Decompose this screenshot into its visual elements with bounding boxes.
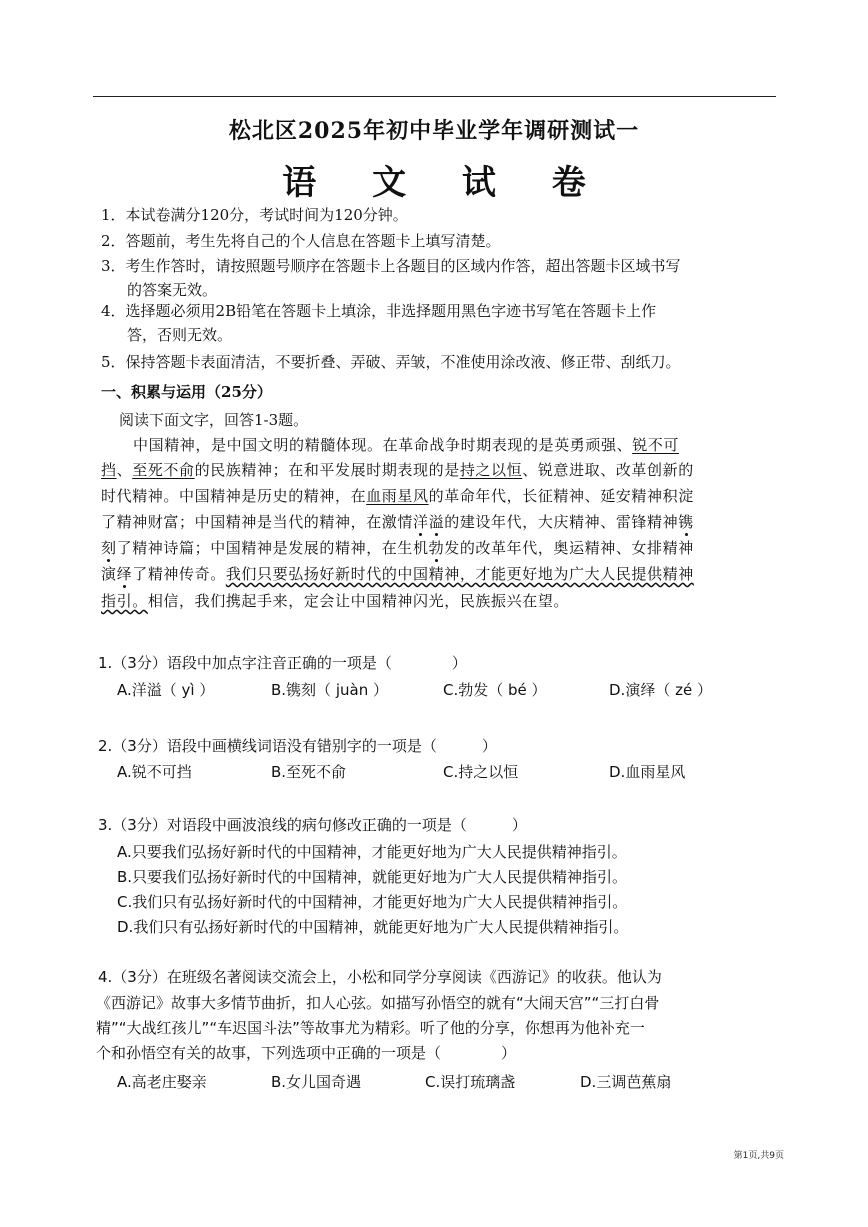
question-1-option-d: D.演绎（ zé ）	[609, 681, 712, 699]
question-2-option-d: D.血雨星风	[609, 763, 686, 781]
question-2-option-b: B.至死不俞	[271, 763, 347, 781]
question-3-option-a: A.只要我们弘扬好新时代的中国精神，才能更好地为广大人民提供精神指引。	[117, 843, 627, 861]
question-1-stem: 1.（3分）语段中加点字注音正确的一项是（ ）	[98, 654, 467, 672]
question-4-option-c: C.误打琉璃盏	[425, 1073, 516, 1091]
dotted-char: 镌	[678, 513, 694, 531]
instruction-3: 3．考生作答时，请按照题号顺序在答题卡上各题目的区域内作答，超出答题卡区域书写	[101, 257, 681, 275]
instruction-4: 4．选择题必须用2B铅笔在答题卡上填涂，非选择题用黑色字迹书写笔在答题卡上作	[101, 302, 657, 320]
reading-intro: 阅读下面文字，回答1-3题。	[119, 411, 309, 429]
dotted-char: 绎	[116, 565, 133, 583]
question-1-option-a: A.洋溢（ yì ）	[117, 681, 215, 699]
passage-line-6: 演绎了精神传奇。我们只要弘扬好新时代的中国精神，才能更好地为广大人民提供精神	[101, 565, 694, 583]
underlined-word-4: 血雨星风	[366, 487, 429, 505]
instruction-1: 1．本试卷满分120分，考试时间为120分钟。	[101, 206, 408, 224]
underlined-word-1: 锐不可	[632, 436, 680, 454]
section-heading: 一、积累与运用（25分）	[101, 383, 272, 401]
subject-title: 语 文 试 卷	[282, 163, 608, 203]
dotted-char: 刻	[101, 539, 117, 557]
question-4-stem-line-3: 精”“大战红孩儿”“车迟国斗法”等故事尤为精彩。听了他的分享，你想再为他补充一	[96, 1019, 645, 1037]
underlined-word-2: 至死不俞	[132, 461, 195, 479]
question-1-option-c: C.勃发（ bé ）	[443, 681, 547, 699]
top-rule	[93, 96, 776, 97]
page-number: 第1页,共9页	[733, 1151, 784, 1161]
exam-title: 松北区2025年初中毕业学年调研测试一	[228, 118, 640, 144]
wavy-underlined-sentence: 我们只要弘扬好新时代的中国精神，才能更好地为广大人民提供精神	[225, 565, 694, 583]
question-3-stem: 3.（3分）对语段中画波浪线的病句修改正确的一项是（ ）	[98, 816, 527, 834]
question-3-option-c: C.我们只有弘扬好新时代的中国精神，才能更好地为广大人民提供精神指引。	[117, 893, 628, 911]
dotted-char: 溢	[428, 513, 445, 531]
underlined-word-3: 持之以恒	[459, 461, 523, 479]
question-2-option-c: C.持之以恒	[443, 763, 519, 781]
passage-line-7: 指引。相信，我们携起手来，定会让中国精神闪光，民族振兴在望。	[101, 592, 570, 610]
question-1-option-b: B.镌刻（ juàn ）	[271, 681, 388, 699]
question-4-stem-line-1: 4.（3分）在班级名著阅读交流会上，小松和同学分享阅读《西游记》的收获。他认为	[98, 968, 662, 986]
passage-line-1: 中国精神，是中国文明的精髓体现。在革命战争时期表现的是英勇顽强、锐不可	[133, 436, 680, 454]
question-2-option-a: A.锐不可挡	[117, 763, 192, 781]
dotted-char: 洋	[413, 513, 429, 531]
instruction-5: 5．保持答题卡表面清洁，不要折叠、弄破、弄皱，不准使用涂改液、修正带、刮纸刀。	[101, 353, 681, 371]
passage-line-3: 时代精神。中国精神是历史的精神，在血雨星风的革命年代，长征精神、延安精神积淀	[101, 487, 694, 505]
passage-line-2: 挡、至死不俞的民族精神；在和平发展时期表现的是持之以恒、锐意进取、改革创新的	[101, 461, 694, 479]
question-4-stem-line-2: 《西游记》故事大多情节曲折，扣人心弦。如描写孙悟空的就有“大闹天宫”“三打白骨	[96, 994, 660, 1012]
passage-line-5: 刻了精神诗篇；中国精神是发展的精神，在生机勃发的改革年代，奥运精神、女排精神	[101, 539, 694, 557]
question-4-option-a: A.高老庄娶亲	[117, 1073, 207, 1091]
dotted-char: 勃	[428, 539, 445, 557]
question-3-option-d: D.我们只有弘扬好新时代的中国精神，就能更好地为广大人民提供精神指引。	[117, 918, 629, 936]
instruction-4-cont: 答，否则无效。	[127, 326, 233, 344]
question-4-stem-line-4: 个和孙悟空有关的故事，下列选项中正确的一项是（ ）	[96, 1044, 517, 1062]
instruction-2: 2．答题前，考生先将自己的个人信息在答题卡上填写清楚。	[101, 232, 501, 250]
passage-line-4: 了精神财富；中国精神是当代的精神，在激情洋溢的建设年代，大庆精神、雷锋精神镌	[101, 513, 694, 531]
question-3-option-b: B.只要我们弘扬好新时代的中国精神，就能更好地为广大人民提供精神指引。	[117, 868, 628, 886]
question-4-option-b: B.女儿国奇遇	[271, 1073, 362, 1091]
instruction-3-cont: 的答案无效。	[127, 281, 218, 299]
question-2-stem: 2.（3分）语段中画横线词语没有错别字的一项是（ ）	[98, 737, 497, 755]
question-4-option-d: D.三调芭蕉扇	[580, 1073, 672, 1091]
